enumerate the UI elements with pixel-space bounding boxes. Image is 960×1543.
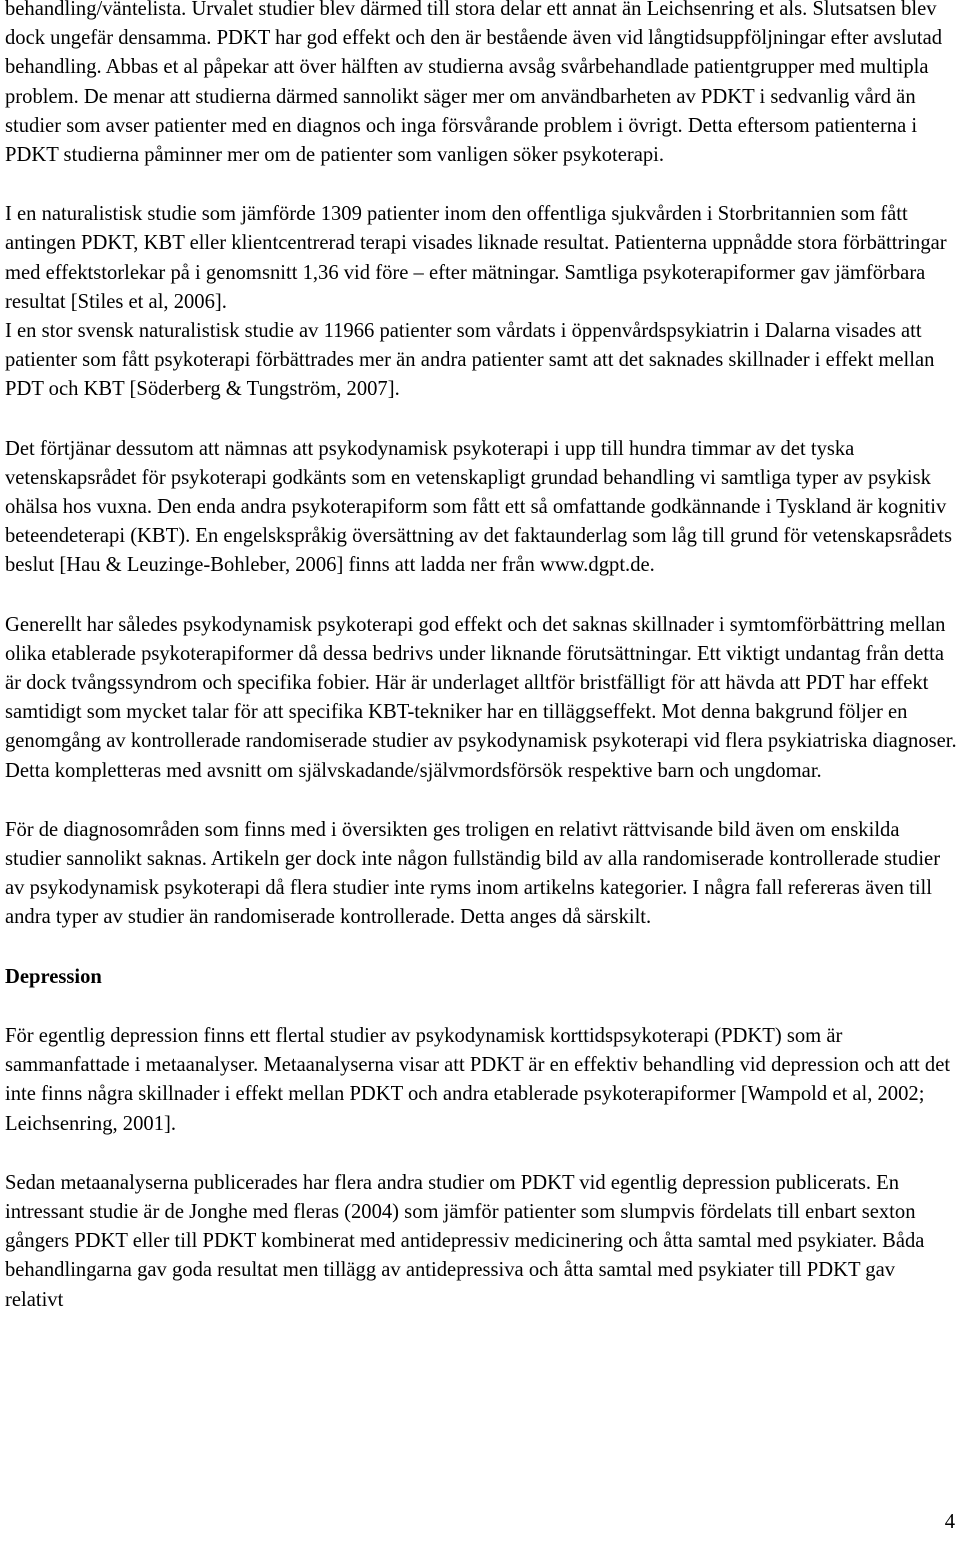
paragraph-abbas-summary: behandling/väntelista. Urvalet studier blev därmed till stora delar ett annat än Leichsenring et als. Slutsatsen blev dock ungefär densamma. PDKT har god effekt och den är bestående även vid långtidsuppföljningar efter avslutad behandling. Abbas et al påpekar att över hälften av studierna avsåg svårbehandlade patientgrupper med multipla problem. De menar att studierna därmed sannolikt säger mer om användbarheten av PDKT i sedvanlig vård än studier som avser patienter med en diagnos och inga försvårande problem i övrigt. Detta eftersom patienterna i PDKT studierna påminner mer om de patienter som vanligen söker psykoterapi.: [5, 0, 943, 167]
paragraph-review-scope: För de diagnosområden som finns med i översikten ges troligen en relativt rättvisande bild även om enskilda studier sannolikt saknas. Artikeln ger dock inte någon fullständig bild av alla randomiserade kontrollerade studier av psykodynamisk psykoterapi då flera studier inte ryms inom artikelns kategorier. I några fall refereras även till andra typer av studier än randomiserade kontrollerade. Detta anges då särskilt.: [5, 818, 941, 929]
paragraph-swedish-study: I en stor svensk naturalistisk studie av 11966 patienter som vårdats i öppenvårdspsykiatrin i Dalarna visades att patienter som fått psykoterapi förbättrades mer än andra patienter samt att det saknades skillnader i effekt mellan PDT och KBT [Söderberg & Tungström, 2007].: [5, 320, 935, 401]
paragraph-german-approval: Det förtjänar dessutom att nämnas att psykodynamisk psykoterapi i upp till hundra timmar av det tyska vetenskapsrådet för psykoterapi godkänts som en vetenskapligt grundad behandling vi samtliga typer av psykisk ohälsa hos vuxna. Den enda andra psykoterapiform som fått ett så omfattande godkännande i Tyskland är kognitiv beteendeterapi (KBT). En engelskspråkig översättning av det faktaunderlag som låg till grund för vetenskapsrådets beslut [Hau & Leuzinge-Bohleber, 2006] finns att ladda ner från www.dgpt.de.: [5, 437, 953, 577]
section-heading-depression: Depression: [5, 965, 102, 988]
paragraph-depression-studies: Sedan metaanalyserna publicerades har flera andra studier om PDKT vid egentlig depression publicerats. En intressant studie är de Jonghe med fleras (2004) som jämför patienter som slumpvis fördelats till enbart sexton gångers PDKT eller till PDKT kombinerat med antidepressiv medicinering och åtta samtal med psykiater. Båda behandlingarna gav goda resultat men tillägg av antidepressiva och åtta samtal med psykiater till PDKT gav relativt: [5, 1171, 925, 1311]
paragraph-depression-meta-analyses: För egentlig depression finns ett flertal studier av psykodynamisk korttidspsykoterapi (PDKT) som är sammanfattade i metaanalyser. Metaanalyserna visar att PDKT är en effektiv behandling vid depression och att det inte finns några skillnader i effekt mellan PDKT och andra etablerade psykoterapiformer [Wampold et al, 2002; Leichsenring, 2001].: [5, 1024, 951, 1135]
page-number: 4: [944, 1511, 955, 1533]
paragraph-general-effect: Generellt har således psykodynamisk psykoterapi god effekt och det saknas skillnader i symtomförbättring mellan olika etablerade psykoterapiformer då dessa bedrivs under liknande förutsättningar. Ett viktigt undantag från detta är dock tvångssyndrom och specifika fobier. Här är underlaget alltför bristfälligt för att hävda att PDT har effekt samtidigt som mycket talar för att specifika KBT-tekniker har en tilläggseffekt. Mot denna bakgrund följer en genomgång av kontrollerade randomiserade studier av psykodynamisk psykoterapi vid flera psykiatriska diagnoser. Detta kompletteras med avsnitt om självskadande/självmordsförsök respektive barn och ungdomar.: [5, 613, 957, 782]
paragraph-stiles-study: I en naturalistisk studie som jämförde 1309 patienter inom den offentliga sjukvården i Storbritannien som fått antingen PDKT, KBT eller klientcentrerad terapi visades liknade resultat. Patienterna uppnådde stora förbättringar med effektstorlekar på i genomsnitt 1,36 vid före – efter mätningar. Samtliga psykoterapiformer gav jämförbara resultat [Stiles et al, 2006].: [5, 203, 947, 313]
document-page: [5, 0, 957, 1315]
